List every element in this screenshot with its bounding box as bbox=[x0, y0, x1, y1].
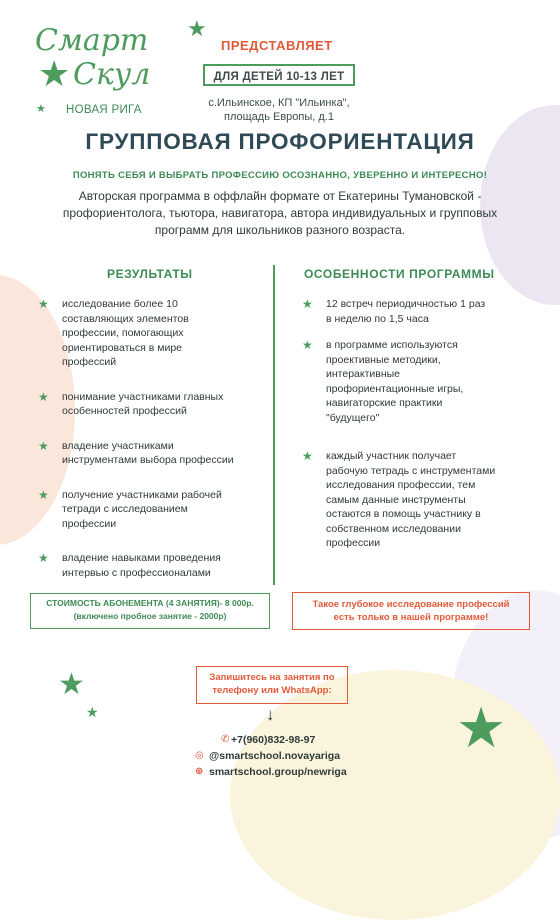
star-icon: ★ bbox=[302, 297, 313, 311]
intro-text bbox=[30, 188, 530, 239]
results-heading: РЕЗУЛЬТАТЫ bbox=[107, 267, 193, 281]
list-item: ★ владение навыками проведения интервью с профессионалами bbox=[38, 551, 221, 579]
star-icon: ★ bbox=[38, 551, 49, 565]
instagram-contact[interactable] bbox=[185, 748, 385, 764]
star-icon: ★ bbox=[456, 696, 507, 759]
instagram-icon: ◎ bbox=[195, 750, 204, 761]
star-icon: ★ bbox=[302, 338, 313, 352]
star-icon: ★ bbox=[38, 487, 49, 502]
features-heading: ОСОБЕННОСТИ ПРОГРАММЫ bbox=[304, 267, 495, 281]
star-icon: ★ bbox=[38, 53, 71, 94]
star-icon: ★ bbox=[38, 438, 49, 453]
features-list bbox=[302, 297, 534, 551]
list-item: ★ в программе используются проективные методики, интерактивные профориентационные игры, навигаторские практики "будущего" bbox=[302, 338, 464, 424]
star-icon: ★ bbox=[58, 668, 85, 701]
address-line: с.Ильинское, КП "Ильинка", bbox=[208, 97, 350, 109]
intro-line: профориентолога, тьютора, навигатора, автора индивидуальных и групповых bbox=[62, 206, 498, 220]
list-item: ★ исследование более 10 составляющих элементов профессии, помогающих ориентироваться в мире профессий bbox=[38, 297, 189, 368]
star-icon: ★ bbox=[302, 449, 313, 463]
star-icon: ★ bbox=[187, 16, 207, 41]
price-line: СТОИМОСТЬ АБОНЕМЕНТА (4 ЗАНЯТИЯ)- 8 000р. bbox=[46, 598, 254, 608]
site-contact[interactable] bbox=[185, 764, 385, 780]
phone-icon: ✆ bbox=[221, 734, 230, 745]
unique-line: есть только в нашей программе! bbox=[333, 612, 489, 623]
intro-line: Авторская программа в оффлайн формате от Екатерины Тумановской - bbox=[78, 189, 482, 203]
site-link[interactable]: smartschool.group/newriga bbox=[209, 766, 347, 778]
list-item: ★ получение участниками рабочей тетради с исследованием профессии bbox=[38, 487, 222, 530]
signup-box bbox=[196, 666, 348, 704]
arrow-down-icon: ↓ bbox=[266, 705, 275, 724]
city-label: НОВАЯ РИГА bbox=[66, 104, 142, 116]
age-badge: ДЛЯ ДЕТЕЙ 10-13 ЛЕТ bbox=[203, 64, 355, 86]
list-item: ★ владение участниками инструментами выбора профессии bbox=[38, 438, 234, 466]
star-icon: ★ bbox=[86, 704, 99, 720]
contacts bbox=[185, 732, 385, 780]
address-line: площадь Европы, д.1 bbox=[224, 111, 334, 123]
star-icon: ★ bbox=[36, 103, 46, 115]
phone-contact[interactable] bbox=[185, 732, 385, 748]
column-divider bbox=[273, 265, 275, 585]
intro-line: программ для школьников разного возраста. bbox=[154, 223, 406, 237]
presents-label: ПРЕДСТАВЛЯЕТ bbox=[221, 38, 333, 53]
signup-line: телефону или WhatsApp: bbox=[212, 685, 332, 696]
star-icon: ★ bbox=[38, 389, 49, 404]
price-note: (включено пробное занятие - 2000р) bbox=[73, 611, 227, 621]
decor-yellow-blob bbox=[230, 670, 560, 920]
unique-box bbox=[292, 592, 530, 630]
list-item: ★ каждый участник получает рабочую тетрадь с инструментами исследования профессии, тем самым данные инструменты остаются в помощь участнику в собственном исследовании профессии bbox=[302, 449, 496, 549]
list-item: ★ 12 встреч периодичностью 1 раз в неделю по 1,5 часа bbox=[302, 297, 486, 325]
results-list bbox=[38, 297, 273, 580]
page-title: ГРУППОВАЯ ПРОФОРИЕНТАЦИЯ bbox=[85, 129, 475, 154]
logo-line1: Смарт bbox=[35, 23, 149, 58]
globe-icon: ⊕ bbox=[195, 766, 204, 777]
address bbox=[199, 96, 359, 124]
logo-line2: Скул bbox=[73, 57, 151, 92]
price-box bbox=[30, 593, 270, 629]
phone-number[interactable]: +7(960)832-98-97 bbox=[231, 734, 316, 746]
logo bbox=[33, 22, 183, 92]
unique-line: Такое глубокое исследование профессий bbox=[312, 599, 510, 610]
signup-line: Запишитесь на занятия по bbox=[209, 672, 335, 683]
instagram-handle[interactable]: @smartschool.novayariga bbox=[209, 750, 341, 762]
star-icon: ★ bbox=[38, 297, 49, 311]
page-subtitle: ПОНЯТЬ СЕБЯ И ВЫБРАТЬ ПРОФЕССИЮ ОСОЗНАННО, УВЕРЕННО И ИНТЕРЕСНО! bbox=[72, 170, 488, 181]
list-item: ★ понимание участниками главных особенностей профессий bbox=[38, 389, 224, 417]
